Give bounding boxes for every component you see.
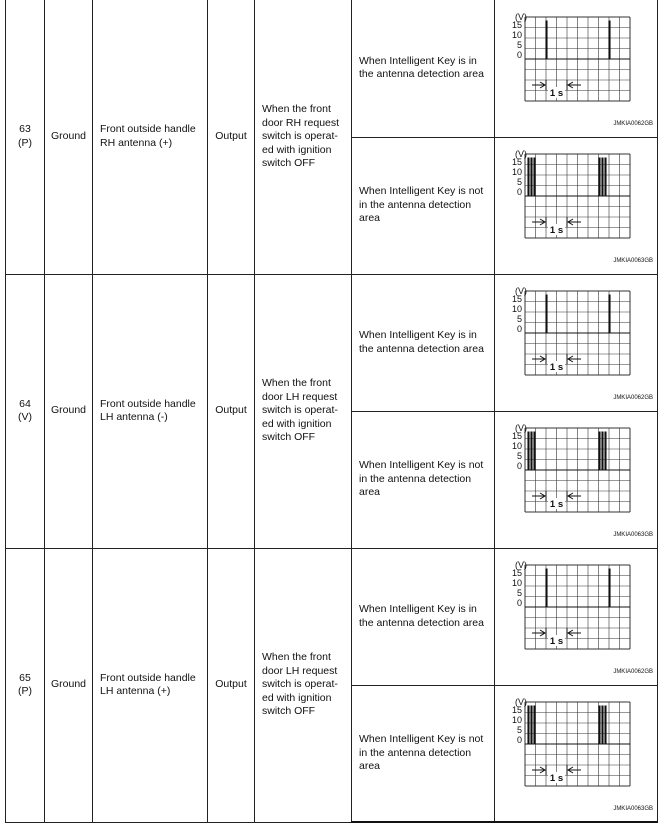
axis-tick-label: 15 (511, 431, 522, 441)
key-condition: When Intelligent Key is not in the antenna detection area (352, 685, 495, 822)
figure-code: JMKIA0062GB (613, 669, 653, 675)
table-row (6, 274, 658, 411)
table-row (6, 548, 658, 685)
waveform-cell (495, 685, 658, 822)
ground-cell: Ground (45, 548, 93, 822)
waveform-cell (495, 137, 658, 274)
axis-tick-label: 5 (516, 451, 522, 461)
axis-unit: (V) (515, 149, 527, 159)
wire-color: (V) (18, 411, 32, 423)
key-condition: When Intelligent Key is not in the antenna detection area (352, 137, 495, 274)
axis-tick-label: 10 (511, 441, 522, 451)
axis-tick-label: 0 (516, 187, 522, 197)
span-label: 1 s (549, 636, 564, 647)
figure-code: JMKIA0063GB (613, 258, 653, 264)
span-arrow (532, 493, 545, 499)
axis-unit: (V) (515, 696, 527, 707)
waveform-graph (495, 275, 658, 410)
axis-unit: (V) (515, 423, 527, 433)
span-arrow (568, 219, 581, 225)
wire-color: (P) (18, 685, 32, 697)
terminal-table (5, 0, 658, 823)
axis-tick-label: 0 (516, 461, 522, 471)
waveform-cell (495, 411, 658, 548)
input-output: Output (208, 548, 255, 822)
span-arrow (532, 630, 545, 636)
axis-tick-label: 10 (511, 714, 522, 725)
span-arrow (532, 82, 545, 88)
signal-name: Front outside handle LH antenna (-) (93, 274, 208, 548)
axis-tick-label: 15 (511, 568, 522, 578)
signal-name: Front outside handle LH antenna (+) (93, 548, 208, 822)
span-arrow (532, 356, 545, 362)
waveform-svg (495, 549, 658, 684)
key-condition: When Intelligent Key is in the antenna detection area (352, 0, 495, 137)
span-arrow (568, 630, 581, 636)
axis-tick-label: 10 (511, 578, 522, 588)
axis-unit: (V) (515, 286, 527, 296)
waveform-svg (495, 138, 658, 273)
axis-tick-label: 10 (511, 29, 522, 40)
waveform-cell (495, 0, 658, 137)
span-label: 1 s (549, 225, 564, 236)
axis-tick-label: 5 (516, 177, 522, 187)
waveform-svg (495, 1, 658, 136)
axis-tick-label: 15 (511, 19, 522, 30)
waveform-svg (495, 686, 658, 821)
axis-tick-label: 10 (511, 304, 522, 314)
input-output: Output (208, 0, 255, 274)
span-arrow (568, 493, 581, 499)
span-label: 1 s (549, 499, 564, 510)
span-arrow (532, 767, 545, 773)
key-condition: When Intelligent Key is in the antenna detection area (352, 548, 495, 685)
span-label: 1 s (549, 362, 564, 373)
axis-tick-label: 5 (516, 588, 522, 598)
terminal-number: 64 (19, 397, 31, 410)
figure-code: JMKIA0063GB (613, 532, 653, 538)
measurement-condition: When the front door LH request switch is operat-ed with ignition switch OFF (255, 548, 352, 822)
signal-name: Front outside handle RH antenna (+) (93, 0, 208, 274)
axis-tick-label: 0 (516, 598, 522, 608)
terminal-cell (6, 548, 45, 822)
span-arrow (568, 767, 581, 773)
terminal-number: 65 (19, 671, 31, 684)
waveform-cell (495, 274, 658, 411)
span-arrow (568, 82, 581, 88)
measurement-condition: When the front door RH request switch is operat-ed with ignition switch OFF (255, 0, 352, 274)
table-row (6, 0, 658, 137)
axis-tick-label: 15 (511, 704, 522, 715)
figure-code: JMKIA0062GB (613, 120, 653, 127)
span-arrow (532, 219, 545, 225)
wire-color: (P) (18, 136, 32, 149)
axis-tick-label: 15 (511, 294, 522, 304)
terminal-cell (6, 0, 45, 274)
axis-tick-label: 5 (516, 314, 522, 324)
key-condition: When Intelligent Key is not in the antenna detection area (352, 411, 495, 548)
axis-tick-label: 0 (516, 734, 522, 745)
axis-tick-label: 0 (516, 324, 522, 334)
waveform-graph (495, 138, 658, 273)
input-output: Output (208, 274, 255, 548)
terminal-number: 63 (19, 123, 31, 136)
waveform-graph (495, 412, 658, 547)
axis-tick-label: 15 (511, 157, 522, 167)
key-condition: When Intelligent Key is in the antenna detection area (352, 274, 495, 411)
axis-tick-label: 5 (516, 39, 522, 50)
ground-cell: Ground (45, 0, 93, 274)
span-arrow (568, 356, 581, 362)
measurement-condition: When the front door LH request switch is operat-ed with ignition switch OFF (255, 274, 352, 548)
span-label: 1 s (549, 772, 564, 784)
axis-unit: (V) (515, 11, 527, 22)
waveform-graph (495, 549, 658, 684)
figure-code: JMKIA0062GB (613, 395, 653, 401)
waveform-graph (495, 686, 658, 821)
terminal-cell (6, 274, 45, 548)
ground-cell: Ground (45, 274, 93, 548)
waveform-graph (495, 1, 658, 136)
axis-tick-label: 10 (511, 167, 522, 177)
waveform-svg (495, 275, 658, 410)
axis-tick-label: 5 (516, 724, 522, 735)
figure-code: JMKIA0063GB (613, 805, 653, 812)
waveform-svg (495, 412, 658, 547)
waveform-cell (495, 548, 658, 685)
axis-tick-label: 0 (516, 49, 522, 60)
span-label: 1 s (549, 87, 564, 99)
axis-unit: (V) (515, 560, 527, 570)
